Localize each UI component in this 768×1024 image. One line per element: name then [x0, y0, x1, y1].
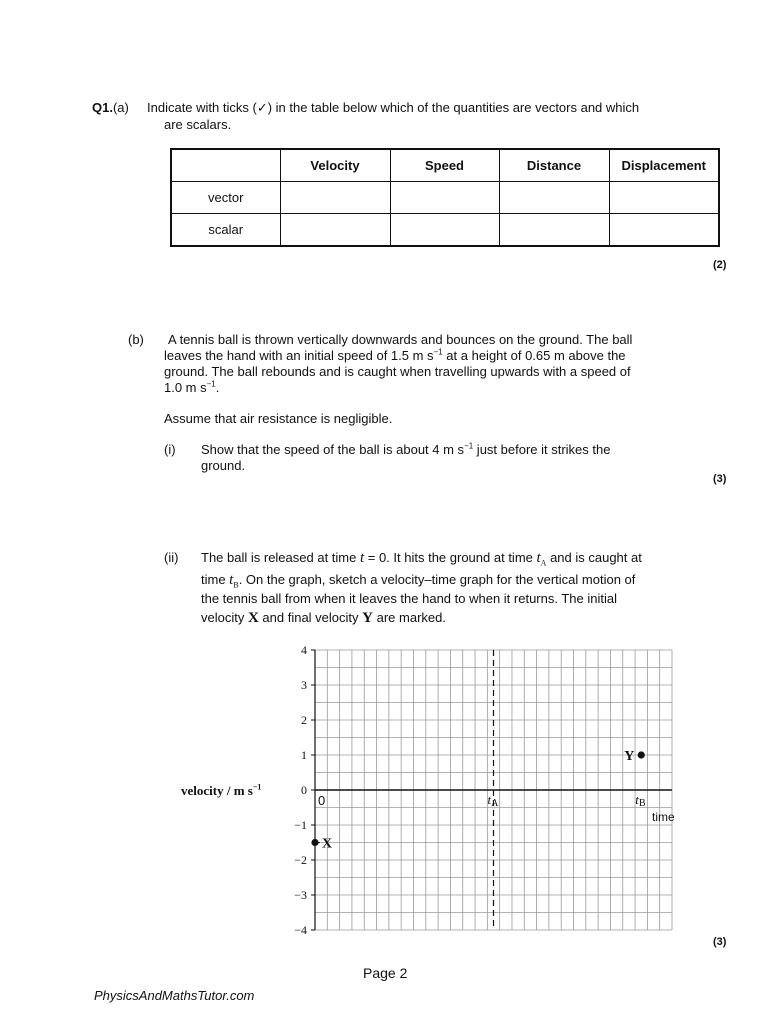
point-label-y: Y: [624, 749, 635, 764]
y-tick-label: −3: [294, 888, 307, 902]
x-marker-label: tB: [635, 792, 646, 809]
y-tick-label: −4: [294, 923, 307, 937]
part-i-label: (i): [164, 442, 176, 457]
part-b-label: (b): [128, 332, 144, 347]
velocity-time-graph[interactable]: [270, 640, 690, 940]
point-label-x: X: [322, 836, 333, 852]
y-tick-label: 1: [301, 748, 307, 762]
x-marker-label: tA: [487, 792, 499, 809]
marks-i: (3): [713, 473, 727, 485]
part-i-line1: Show that the speed of the ball is about 4 m $s^{-1}$ just before it strikes the: [201, 441, 611, 457]
vector-scalar-table: [170, 148, 720, 247]
part-ii-line2: time $t_B$. On the graph, sketch a velocity–time graph for the vertical motion of: [201, 572, 636, 590]
y-tick-label: −2: [294, 853, 307, 867]
origin-label: 0: [318, 793, 326, 808]
tick-cell[interactable]: [609, 214, 719, 247]
row-label-vector: vector: [171, 182, 280, 214]
tick-cell[interactable]: [499, 214, 609, 247]
tick-cell[interactable]: [280, 214, 390, 247]
part-a-text-line1: Indicate with ticks (✓) in the table below which of the quantities are vectors and which: [147, 100, 640, 115]
table-header-cell: Displacement: [609, 149, 719, 182]
table-header-cell: Velocity: [280, 149, 390, 182]
part-ii-label: (ii): [164, 550, 179, 565]
part-ii-line1: The ball is released at time t = 0. It hits the ground at time $t_A$ and is caught at: [201, 550, 642, 568]
tick-cell[interactable]: [390, 214, 499, 247]
tick-cell[interactable]: [609, 182, 719, 214]
part-b-line4: 1.0 m $s^{-1}$.: [164, 379, 220, 395]
part-ii-line3: the tennis ball from when it leaves the hand to when it returns. The initial: [201, 591, 617, 606]
table-row: [171, 214, 719, 247]
part-ii-line4: velocity X and final velocity Y are marked.: [201, 610, 446, 626]
footer-brand: PhysicsAndMathsTutor.com: [94, 988, 255, 1003]
table-row: [171, 182, 719, 214]
assumption-text: Assume that air resistance is negligible.: [164, 411, 393, 426]
row-label-scalar: scalar: [171, 214, 280, 247]
question-number: Q1.(a): [92, 100, 129, 115]
y-tick-label: 2: [301, 713, 307, 727]
y-tick-label: 3: [301, 678, 307, 692]
table-header-row: [171, 149, 719, 182]
part-b-line1: A tennis ball is thrown vertically downwards and bounces on the ground. The ball: [168, 332, 633, 347]
tick-cell[interactable]: [499, 182, 609, 214]
y-tick-label: 4: [301, 643, 307, 657]
marks-a: (2): [713, 259, 727, 271]
page-number: Page 2: [363, 965, 408, 981]
y-tick-label: −1: [294, 818, 307, 832]
part-a-text-line2: are scalars.: [164, 117, 232, 132]
point-y: [638, 751, 645, 758]
x-axis-label: time: [652, 810, 675, 824]
table-header-cell: Distance: [499, 149, 609, 182]
table-header-cell: Speed: [390, 149, 499, 182]
part-b-line2: leaves the hand with an initial speed of 1.5 m $s^{-1}$ at a height of 0.65 m above the: [164, 347, 626, 363]
y-tick-label: 0: [301, 783, 307, 797]
table-header-cell: [171, 149, 280, 182]
tick-cell[interactable]: [280, 182, 390, 214]
marks-ii: (3): [713, 936, 727, 948]
part-b-line3: ground. The ball rebounds and is caught when travelling upwards with a speed of: [164, 364, 631, 379]
part-i-line2: ground.: [201, 458, 246, 473]
tick-cell[interactable]: [390, 182, 499, 214]
y-axis-label: velocity / m $s^{-1}$: [181, 782, 262, 798]
